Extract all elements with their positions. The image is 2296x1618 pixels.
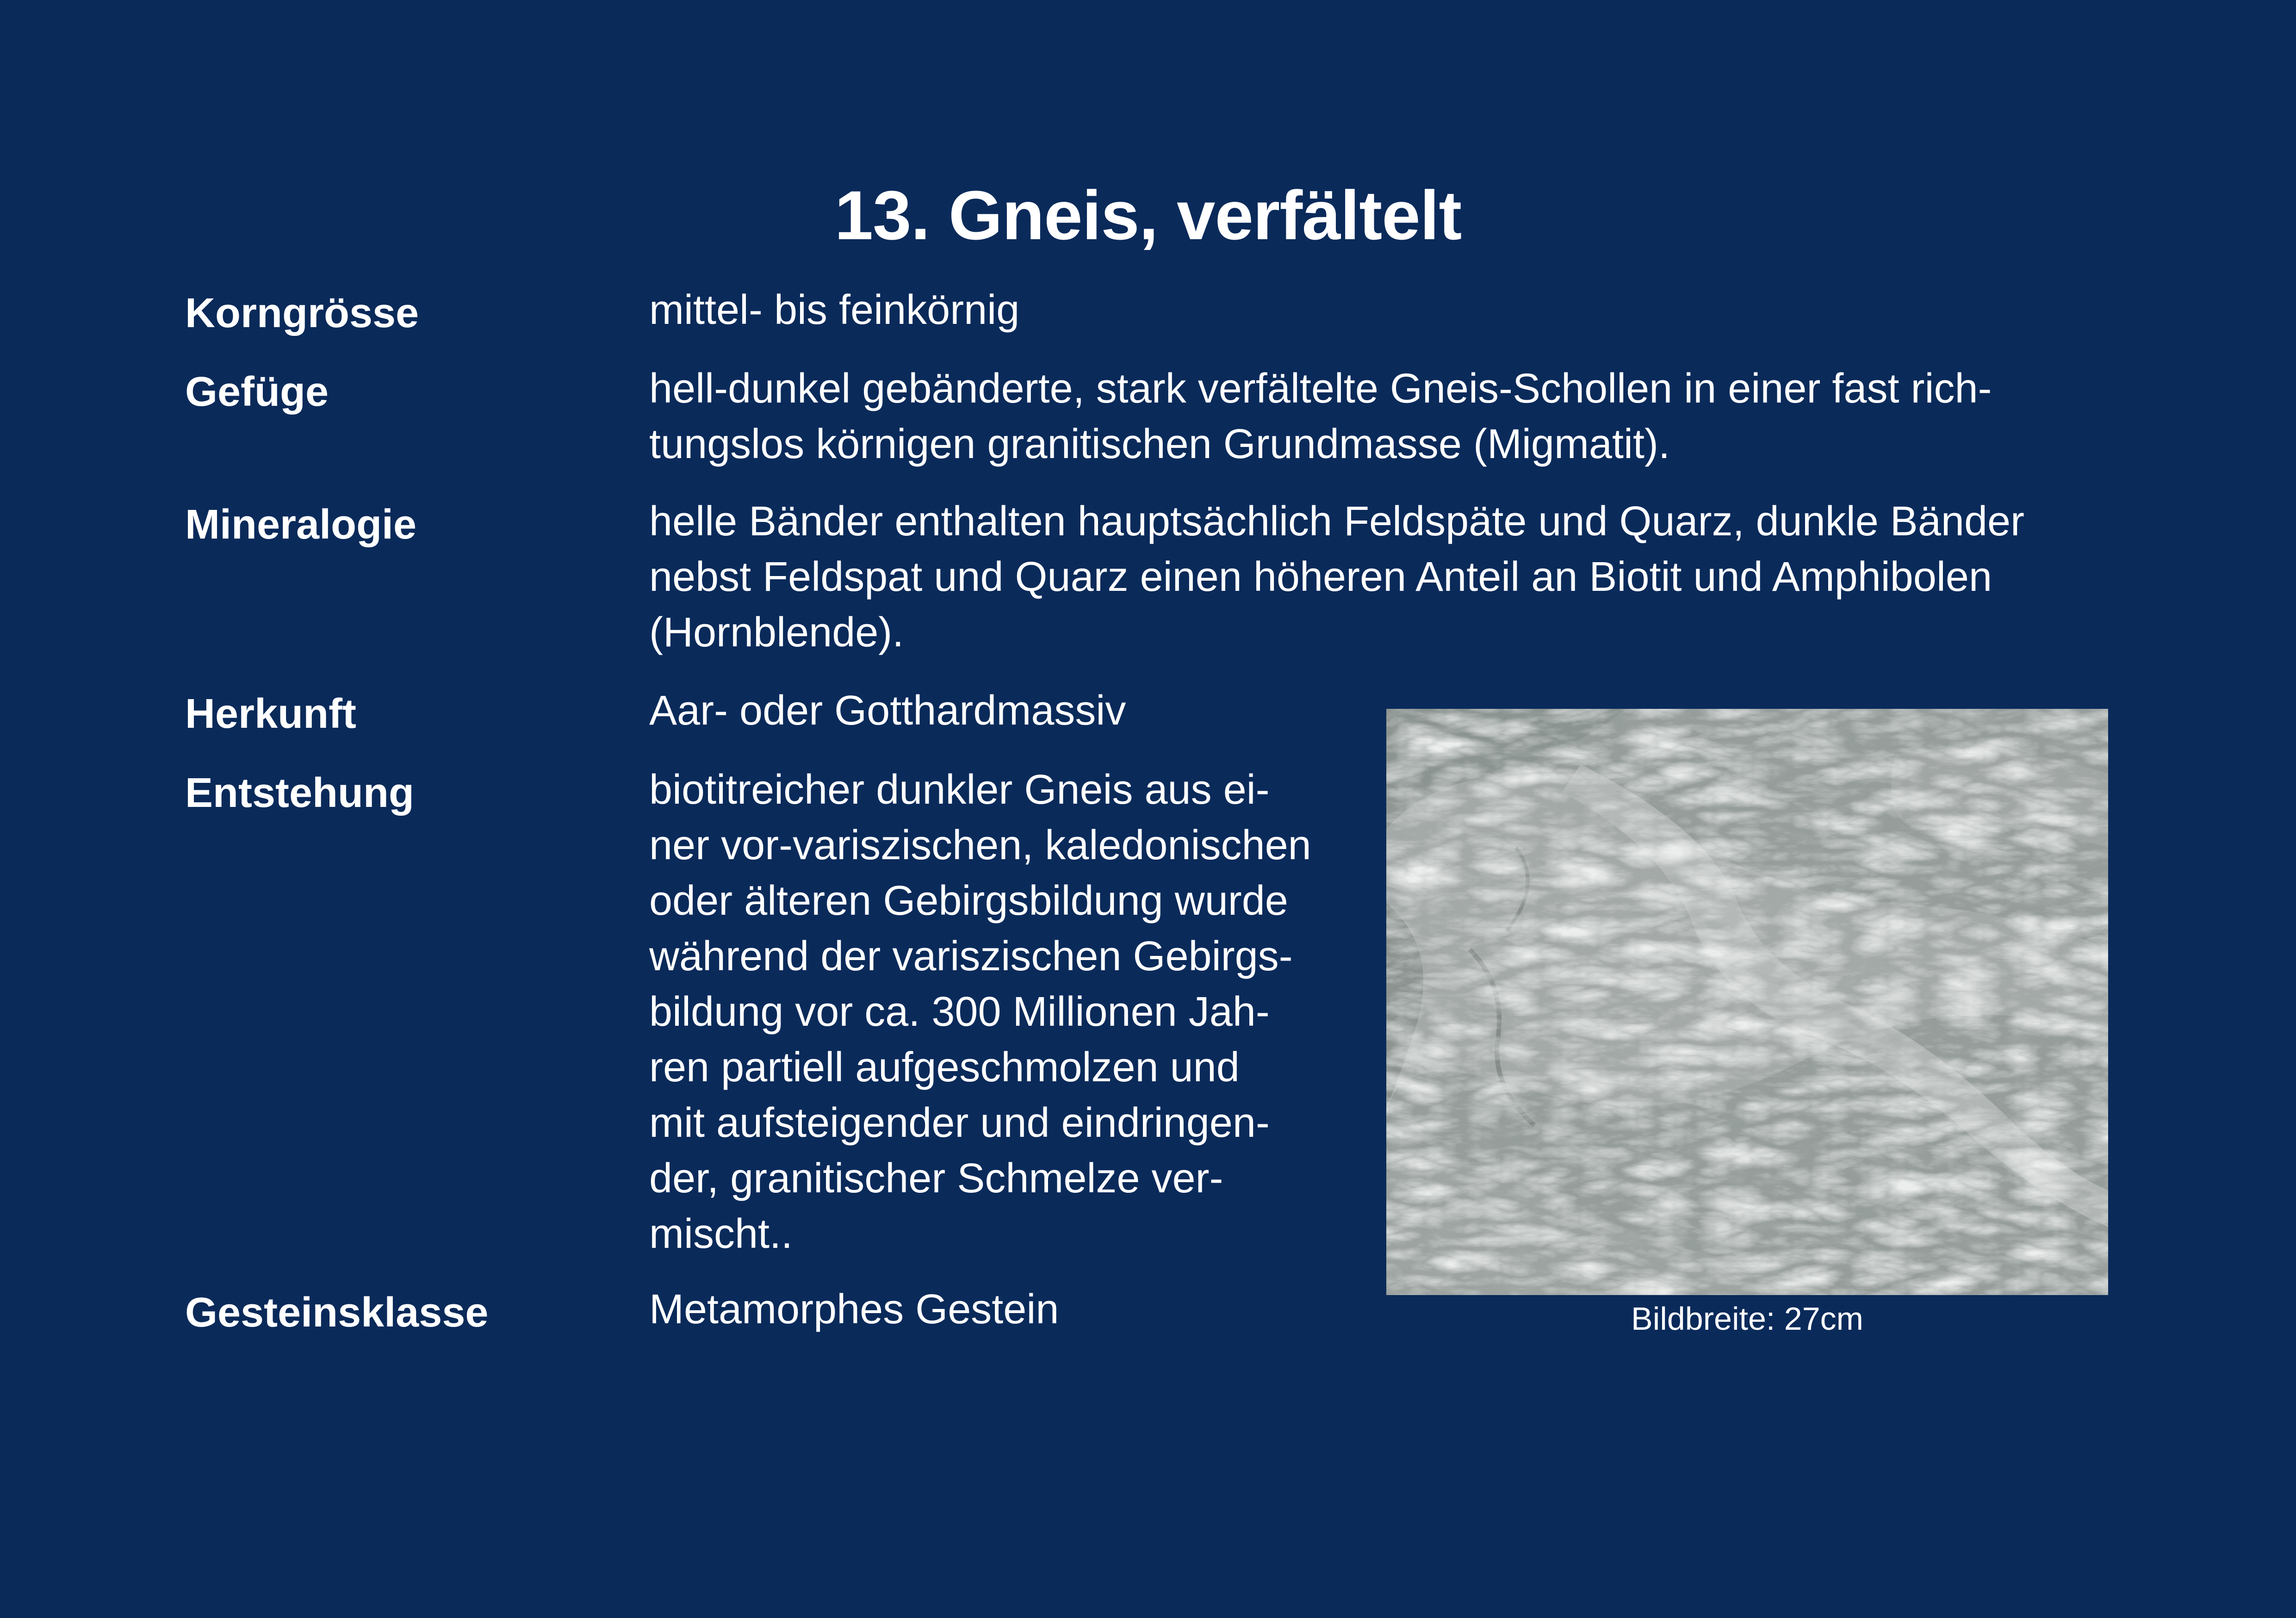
value-herkunft: Aar- oder Gotthardmassiv <box>649 688 1126 734</box>
label-gefuege: Gefüge <box>185 369 329 415</box>
value-gefuege: hell-dunkel gebänderte, stark verfältelte Gneis-Schollen in einer fast rich- tungslos körnigen granitischen Grundmasse (Migmatit). <box>649 366 1992 467</box>
value-korngroesse: mittel- bis feinkörnig <box>649 287 1020 333</box>
label-korngroesse: Korngrösse <box>185 290 419 336</box>
label-entstehung: Entstehung <box>185 770 414 816</box>
rock-sample-photo <box>1386 709 2108 1295</box>
value-entstehung: biotitreicher dunkler Gneis aus ei- ner vor-variszischen, kaledonischen oder älteren Gebirgsbildung wurde während der variszischen Gebirgs- bildung vor ca. 300 Millionen Jah- ren partiell aufgeschmolzen und mit aufsteigender und eindringen- der, granitischer Schmelze ver- mischt.. <box>649 767 1311 1257</box>
page-title: 13. Gneis, verfältelt <box>834 176 1462 254</box>
label-mineralogie: Mineralogie <box>185 502 417 548</box>
value-gesteinsklasse: Metamorphes Gestein <box>649 1286 1059 1333</box>
label-gesteinsklasse: Gesteinsklasse <box>185 1289 489 1336</box>
value-mineralogie: helle Bänder enthalten hauptsächlich Feldspäte und Quarz, dunkle Bänder nebst Feldspat und Quarz einen höheren Anteil an Biotit und Amphibolen (Hornblende). <box>649 498 2025 656</box>
label-herkunft: Herkunft <box>185 691 357 737</box>
photo-caption: Bildbreite: 27cm <box>1631 1301 1863 1337</box>
